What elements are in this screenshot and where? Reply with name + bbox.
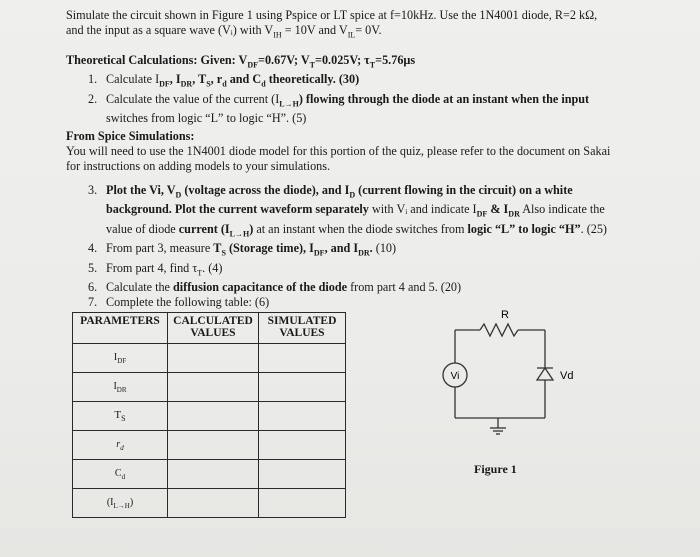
diode-symbol [537,368,553,380]
calculated-cell[interactable] [168,344,259,373]
theoretical-item-2-cont: switches from logic “L” to logic “H”. (5) [106,111,307,126]
table-row [73,373,346,402]
simulated-cell[interactable] [259,373,346,402]
param-cell: $I_{DF}$ [73,344,168,373]
intro-line-1: Simulate the circuit shown in Figure 1 using Pspice or LT spice at f=10kHz. Use the 1N4001 diode, R=2 kΩ, [66,8,598,22]
param-cell: $I_{DR}$ [73,373,168,402]
task-7: 7. Complete the following table: (6) [88,295,270,310]
diode-label: Vd [560,370,574,382]
calculated-cell[interactable] [168,431,259,460]
resistor-label: R [501,309,509,321]
col-header-parameters: PARAMETERS [73,313,168,344]
task-list [88,183,633,310]
table-row [73,489,346,518]
spice-heading: From Spice Simulations: [66,129,195,143]
table-row [73,402,346,431]
spice-section [66,129,610,174]
spice-line-2: for instructions on adding models to your simulations. [66,159,331,173]
theoretical-section [66,53,589,126]
calculated-cell[interactable] [168,489,259,518]
simulated-cell[interactable] [259,489,346,518]
circuit-diagram [430,300,610,450]
simulated-cell[interactable] [259,431,346,460]
table-row [73,460,346,489]
simulated-cell[interactable] [259,344,346,373]
param-cell: $(I_{L\to H})$ [73,489,168,518]
intro-line-2: and the input as a square wave (Vᵢ) with $V_{IH} = 10V$ and $V_{IL}= 0V$. [66,23,382,40]
simulated-cell[interactable] [259,402,346,431]
task-3-line-3: value of diode current $(I_{L\to H})$ at an instant when the diode switches from logic “L” to logic “H”. (25) [106,221,607,239]
simulated-cell[interactable] [259,460,346,489]
task-3-line-2: background. Plot the current waveform separately with Vᵢ and indicate $I_{DF}$ & $I_{DR}$ Also indicate the [106,202,605,219]
task-4: 4. From part 3, measure $T_S$ (Storage time), $I_{DF}$, and $I_{DR}$. (10) [88,241,397,258]
theoretical-heading: Theoretical Calculations: Given: $V_{DF}=0.67V$; $V_T=0.025V$; $\tau_T=5.76\mu s$ [66,53,416,70]
task-6: 6. Calculate the diffusion capacitance of the diode from part 4 and 5. (20) [88,280,462,295]
calculated-cell[interactable] [168,460,259,489]
col-header-simulated: SIMULATED VALUES [259,313,346,344]
calculated-cell[interactable] [168,402,259,431]
theoretical-item-1: 1. Calculate $I_{DF}$, $I_{DR}$, $T_S$, $r_d$ and $C_d$ theoretically. (30) [88,72,360,89]
spice-line-1: You will need to use the 1N4001 diode model for this portion of the quiz, please refer to the document on Sakai [66,144,611,158]
calculated-cell[interactable] [168,373,259,402]
table-header-row [73,313,346,344]
param-cell: $r_d$ [73,431,168,460]
source-label: Vi [450,371,460,382]
param-cell: $C_d$ [73,460,168,489]
figure-caption: Figure 1 [474,462,517,476]
intro-paragraph [66,8,597,42]
param-cell: $T_S$ [73,402,168,431]
col-header-calculated: CALCULATED VALUES [168,313,259,344]
table-row [73,344,346,373]
table-row [73,431,346,460]
task-5: 5. From part 4, find $\tau_T$. (4) [88,260,223,278]
parameters-table [72,312,346,518]
task-3: 3. Plot the Vi, $V_D$ (voltage across the diode), and $I_D$ (current flowing in the circuit) on a white [88,183,573,200]
theoretical-item-2: 2. Calculate the value of the current $(I_{L\to H})$ flowing through the diode at an instant when the input [88,91,590,109]
resistor-symbol [480,324,518,336]
